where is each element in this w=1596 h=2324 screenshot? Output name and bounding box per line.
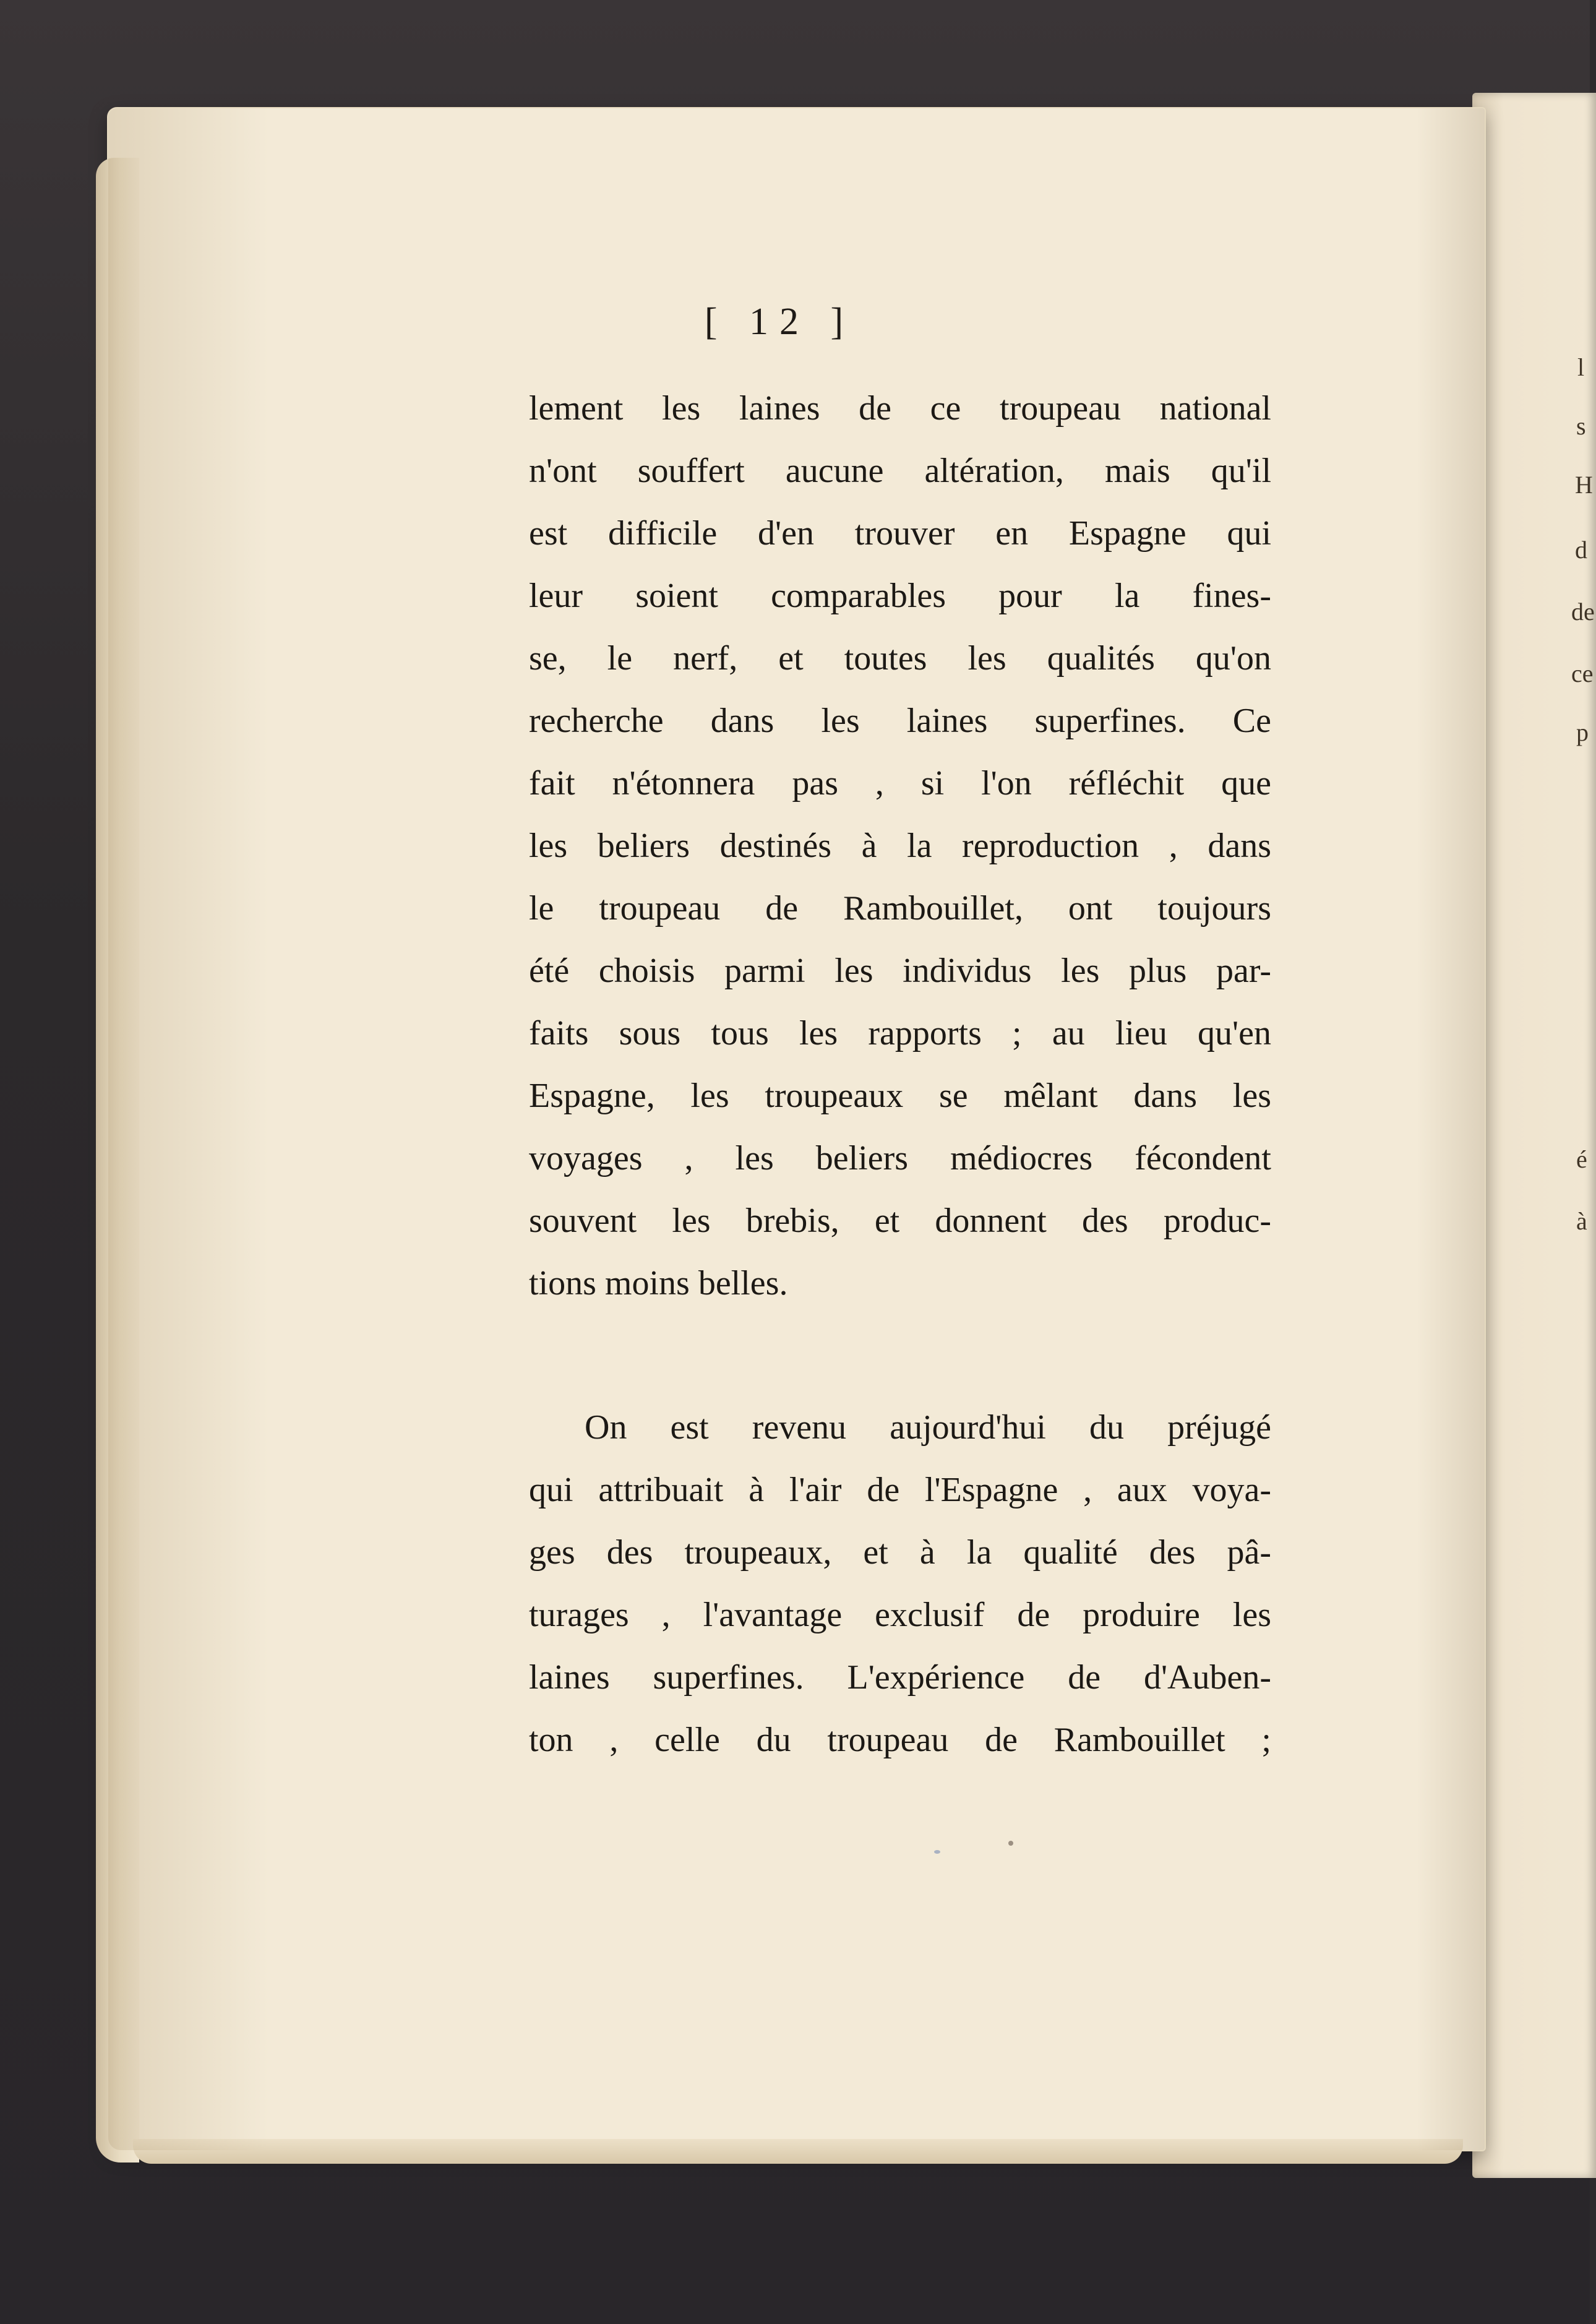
margin-fragment: é	[1576, 1145, 1587, 1173]
page-aged-tone	[108, 108, 269, 2150]
text-line: ton , celle du troupeau de Rambouillet ;	[529, 1721, 1271, 1759]
text-line: voyages , les beliers médiocres fécondent	[529, 1139, 1271, 1177]
text-line: ges des troupeaux, et à la qualité des pâ-	[529, 1533, 1271, 1572]
text-line: fait n'étonnera pas , si l'on réfléchit que	[529, 764, 1271, 803]
text-line: souvent les brebis, et donnent des produc-	[529, 1202, 1271, 1240]
margin-fragment: ce	[1571, 660, 1594, 687]
facing-page	[1472, 93, 1596, 2178]
page-number: [ 12 ]	[704, 301, 855, 343]
paragraph-2	[529, 1397, 1271, 1771]
text-line: On est revenu aujourd'hui du préjugé	[585, 1408, 1271, 1447]
page-bottom-edge	[133, 2139, 1463, 2164]
gutter-shadow	[1417, 108, 1485, 2150]
text-line: les beliers destinés à la reproduction , dans	[529, 827, 1271, 865]
text-line: n'ont souffert aucune altération, mais qu'il	[529, 452, 1271, 490]
text-line: Espagne, les troupeaux se mêlant dans les	[529, 1077, 1271, 1115]
text-line: est difficile d'en trouver en Espagne qui	[529, 514, 1271, 553]
paper-speck	[934, 1850, 940, 1854]
margin-fragment: l	[1577, 353, 1585, 381]
text-line: tions moins belles.	[529, 1264, 788, 1302]
margin-fragment: H	[1575, 471, 1593, 499]
margin-fragment: p	[1576, 718, 1589, 746]
text-line: turages , l'avantage exclusif de produire les	[529, 1596, 1271, 1634]
text-line: se, le nerf, et toutes les qualités qu'on	[529, 639, 1271, 678]
body-text	[529, 377, 1271, 1771]
text-line: lement les laines de ce troupeau national	[529, 389, 1271, 428]
margin-fragment: d	[1575, 536, 1587, 564]
margin-fragment: de	[1571, 598, 1595, 626]
text-line: été choisis parmi les individus les plus par-	[529, 952, 1271, 990]
text-line: qui attribuait à l'air de l'Espagne , aux voya-	[529, 1471, 1271, 1509]
text-line: faits sous tous les rapports ; au lieu qu'en	[529, 1014, 1271, 1052]
text-line: le troupeau de Rambouillet, ont toujours	[529, 889, 1271, 927]
paper-speck	[1008, 1841, 1013, 1846]
margin-fragment: à	[1576, 1207, 1587, 1235]
text-line: recherche dans les laines superfines. Ce	[529, 702, 1271, 740]
paragraph-gap	[529, 1315, 1271, 1397]
margin-fragment: s	[1576, 412, 1586, 440]
text-line: laines superfines. L'expérience de d'Auben-	[529, 1658, 1271, 1697]
paragraph-1	[529, 377, 1271, 1315]
text-line: leur soient comparables pour la fines-	[529, 577, 1271, 615]
